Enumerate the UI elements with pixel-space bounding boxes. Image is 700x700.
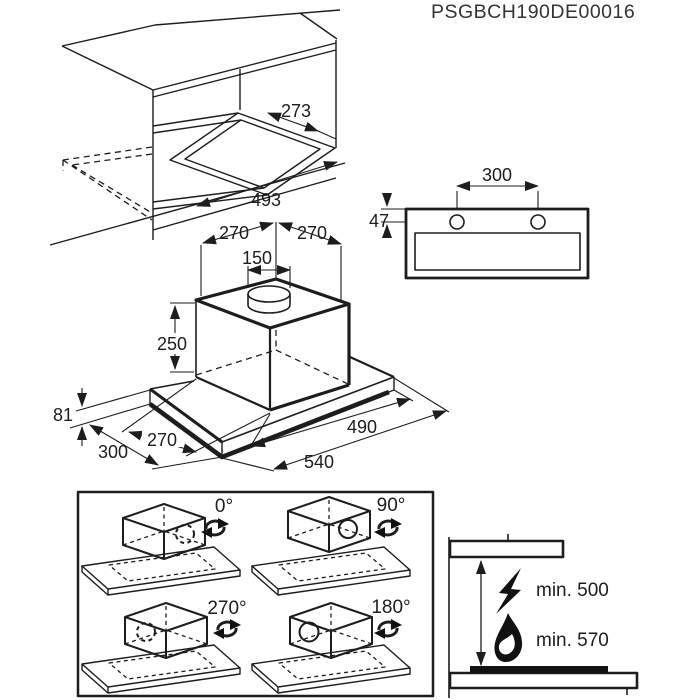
dim-hole-spacing: 300	[481, 165, 513, 185]
dim-total-width: 540	[303, 452, 335, 472]
cabinet-outline	[50, 10, 345, 245]
dim-cutout-width: 493	[250, 190, 282, 210]
panel-border	[78, 492, 433, 696]
duct-position-left	[300, 623, 319, 642]
clearance-view	[449, 534, 637, 698]
rotation-option-180	[252, 597, 411, 693]
rotation-options-panel	[78, 492, 433, 696]
dim-cutout-depth: 273	[280, 101, 312, 121]
electric-clearance-label: min. 500	[536, 580, 609, 601]
rotate-arrows-icon	[374, 518, 402, 538]
dim-body-depth: 270	[146, 430, 178, 450]
dim-top-left-offset: 270	[218, 223, 250, 243]
rotate-arrows-icon	[374, 619, 402, 639]
dim-base-depth: 300	[97, 442, 129, 462]
rotation-option-90	[252, 495, 410, 595]
hood-dimension-view	[53, 222, 449, 472]
mounting-front-view	[369, 165, 588, 278]
rotation-label: 0°	[214, 496, 234, 517]
flame-icon	[494, 613, 522, 662]
hood-front-outline	[406, 209, 588, 278]
rotation-label: 90°	[376, 495, 406, 516]
cabinet-cutout-view	[50, 10, 345, 245]
dim-base-height: 81	[52, 405, 74, 425]
lightning-icon	[496, 568, 521, 614]
hood-side-outline	[450, 541, 563, 557]
dim-body-width: 490	[346, 417, 378, 437]
dim-top-right-offset: 270	[296, 223, 328, 243]
dim-duct-diameter: 150	[241, 248, 273, 268]
duct-position-right	[339, 520, 357, 538]
rotation-option-270	[82, 598, 247, 693]
dim-body-height: 250	[156, 334, 188, 354]
gas-clearance-label: min. 570	[536, 630, 609, 651]
product-code: PSGBCH190DE00016	[431, 1, 636, 23]
hood-dimensions	[53, 222, 449, 472]
dim-hole-offset: 47	[368, 211, 390, 231]
hood-body	[196, 279, 349, 410]
mounting-hole-left	[450, 215, 464, 229]
rotation-option-0	[82, 496, 240, 595]
cabinet-hidden-edges	[63, 147, 152, 220]
mounting-hole-right	[531, 215, 545, 229]
rotate-arrows-icon	[213, 619, 241, 639]
rotation-label: 270°	[207, 598, 247, 619]
hob-surface	[470, 666, 608, 673]
counter-outline	[450, 673, 637, 688]
rotation-label: 180°	[371, 597, 411, 618]
